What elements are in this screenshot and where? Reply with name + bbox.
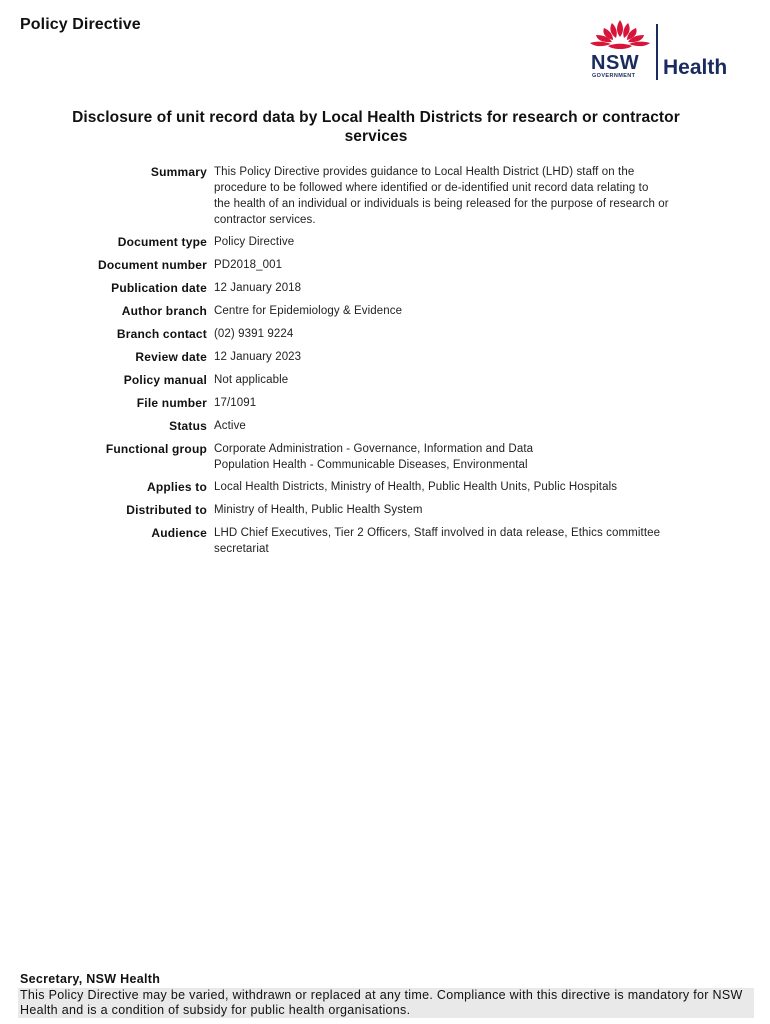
publication-date-label: Publication date: [111, 281, 207, 295]
publication-date-value: 12 January 2018: [214, 282, 302, 294]
publication-date-row: [0, 280, 770, 296]
document-number-value: PD2018_001: [214, 259, 283, 271]
author-branch-row: [0, 303, 770, 319]
logo-divider: [656, 24, 658, 80]
header-label: Policy Directive: [20, 16, 141, 33]
summary-value: [214, 164, 734, 228]
logo-health-text: Health: [663, 56, 728, 79]
policy-manual-row: [0, 372, 770, 388]
document-number-label: Document number: [97, 258, 207, 272]
branch-contact-value: (02) 9391 9224: [214, 328, 294, 340]
document-type-label: Document type: [117, 235, 207, 249]
policy-manual-label: Policy manual: [123, 373, 207, 387]
logo-nsw-text: NSW: [591, 52, 640, 74]
status-label: Status: [169, 419, 207, 433]
functional-group-line: Population Health - Communicable Diseases, Environmental: [214, 459, 528, 471]
review-date-label: Review date: [135, 350, 207, 364]
audience-line: LHD Chief Executives, Tier 2 Officers, Staff involved in data release, Ethics committee: [214, 527, 661, 539]
author-branch-value: Centre for Epidemiology & Evidence: [214, 305, 403, 317]
functional-group-label: Functional group: [105, 442, 207, 456]
summary-line: contractor services.: [214, 214, 316, 226]
document-type-value: Policy Directive: [214, 236, 295, 248]
file-number-value: 17/1091: [214, 397, 257, 409]
document-type-row: [0, 234, 770, 250]
branch-contact-row: [0, 326, 770, 342]
author-branch-label: Author branch: [121, 304, 207, 318]
audience-value: [214, 525, 734, 557]
document-number-row: [0, 257, 770, 273]
nsw-health-logo: [588, 18, 738, 84]
file-number-row: [0, 395, 770, 411]
applies-to-value: Local Health Districts, Ministry of Health, Public Health Units, Public Hospitals: [214, 481, 618, 493]
applies-to-label: Applies to: [146, 480, 207, 494]
audience-row: [0, 525, 770, 557]
applies-to-row: [0, 479, 770, 495]
functional-group-value: [214, 441, 734, 473]
footer-title: Secretary, NSW Health: [20, 972, 161, 986]
policy-manual-value: Not applicable: [214, 374, 289, 386]
file-number-label: File number: [136, 396, 207, 410]
summary-line: the health of an individual or individuals is being released for the purpose of research or: [214, 198, 669, 210]
summary-line: This Policy Directive provides guidance to Local Health District (LHD) staff on the: [214, 166, 635, 178]
audience-line: secretariat: [214, 543, 269, 555]
logo-government-text: GOVERNMENT: [592, 73, 636, 79]
review-date-row: [0, 349, 770, 365]
functional-group-row: [0, 441, 770, 473]
branch-contact-label: Branch contact: [116, 327, 207, 341]
review-date-value: 12 January 2023: [214, 351, 302, 363]
summary-row: [0, 164, 770, 228]
audience-label: Audience: [151, 526, 207, 540]
status-value: Active: [214, 420, 246, 432]
waratah-icon: [588, 18, 652, 52]
summary-label: Summary: [150, 165, 207, 179]
distributed-to-value: Ministry of Health, Public Health System: [214, 504, 423, 516]
summary-line: procedure to be followed where identified or de-identified unit record data relating to: [214, 182, 649, 194]
document-title: Disclosure of unit record data by Local Health Districts for research or contractor services: [72, 109, 680, 145]
footer-text: This Policy Directive may be varied, withdrawn or replaced at any time. Compliance with this directive is mandatory for NSW Health and is a condition of subsidy for public health organisations.: [18, 988, 754, 1018]
status-row: [0, 418, 770, 434]
distributed-to-row: [0, 502, 770, 518]
functional-group-line: Corporate Administration - Governance, Information and Data: [214, 443, 534, 455]
distributed-to-label: Distributed to: [126, 503, 207, 517]
